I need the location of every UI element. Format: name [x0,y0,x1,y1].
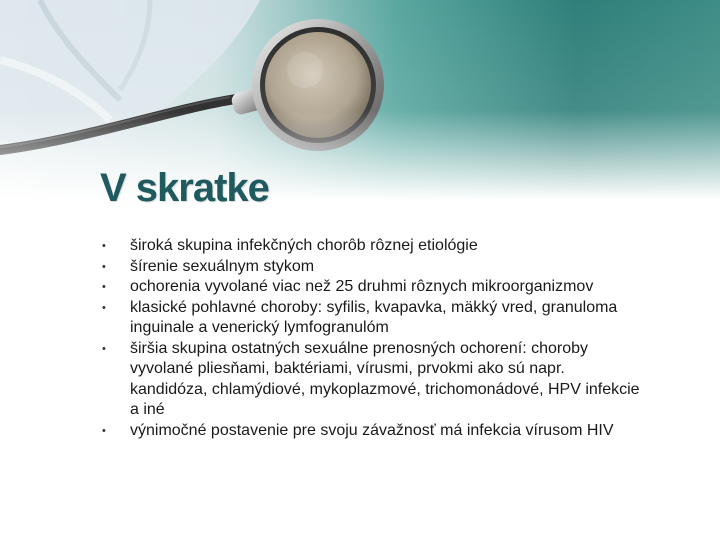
list-item-text: ochorenia vyvolané viac než 25 druhmi rôznych mikroorganizmov [130,278,594,295]
list-item-text: výnimočné postavenie pre svoju závažnosť má infekcia vírusom HIV [130,421,614,439]
list-item-text: klasické pohlavné choroby: syfilis, kvapavka, mäkký vred, granuloma inguinale a venerický lymfogranulóm [130,298,618,336]
bullet-icon: • [102,260,106,273]
list-item [102,339,642,421]
bullet-icon: • [102,342,106,355]
bullet-icon: • [102,281,106,293]
bullet-icon: • [102,424,106,437]
list-item-text: široká skupina infekčných chorôb rôznej etiológie [130,237,478,254]
slide-title: V skratke [100,166,269,210]
list-item [102,421,642,442]
bullet-icon: • [102,301,106,314]
list-item [102,236,642,257]
list-item [102,257,642,278]
list-item-text: šírenie sexuálnym stykom [130,257,315,275]
list-item [102,298,642,339]
bullet-list [102,236,642,441]
list-item [102,277,642,298]
list-item-text: širšia skupina ostatných sexuálne prenosných ochorení: choroby vyvolané pliesňami, baktériami, vírusmi, prvokmi ako sú napr. kandidóza, chlamýdiové, mykoplazmové, trichomonádové, HPV infekcie a iné [130,339,640,418]
bullet-icon: • [102,240,106,252]
